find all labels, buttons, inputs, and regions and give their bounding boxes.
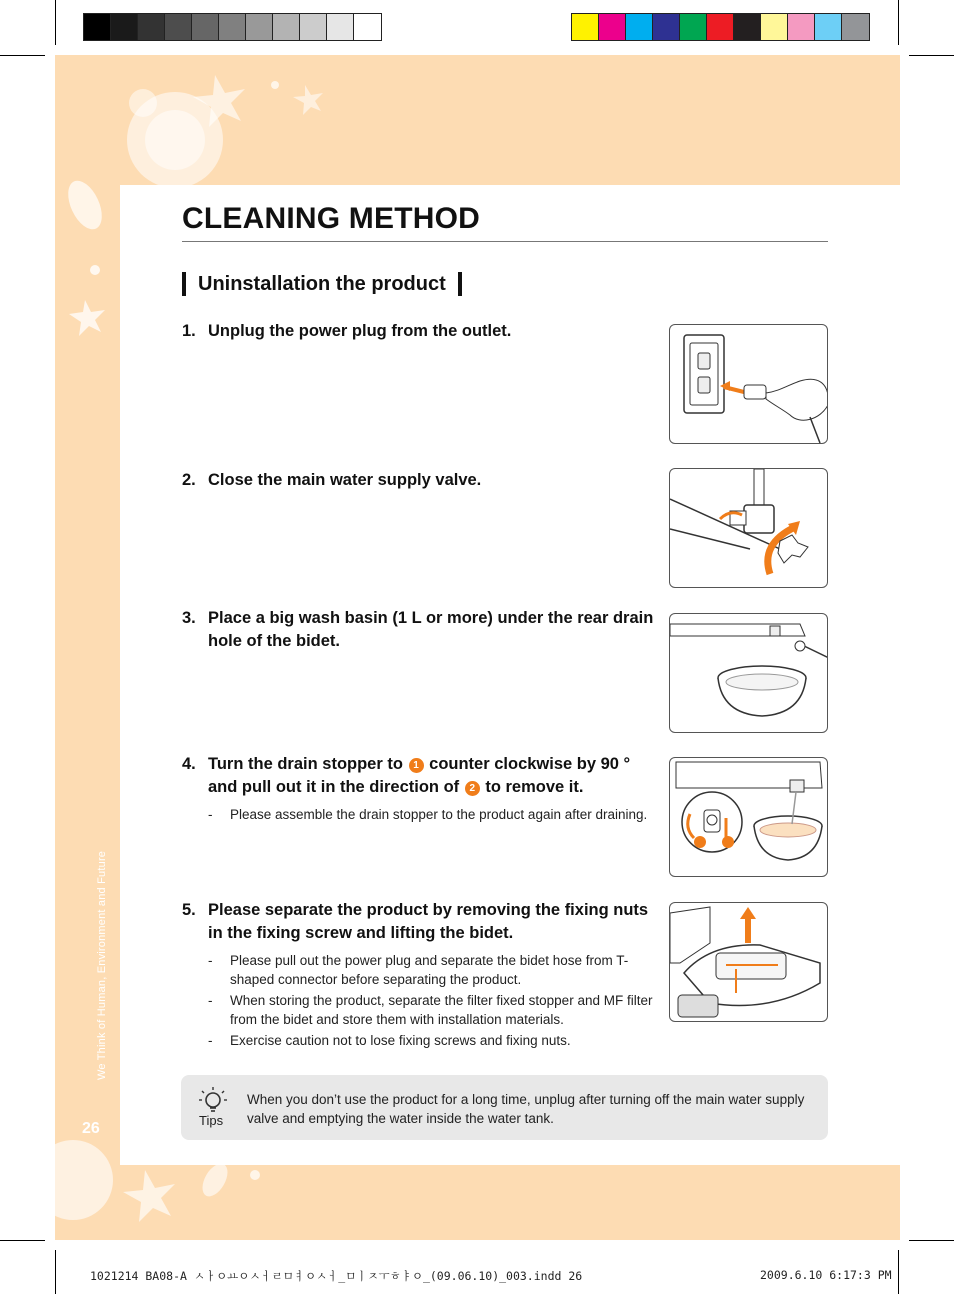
crop-mark	[0, 55, 45, 56]
step-number: 3.	[182, 609, 196, 627]
heading-bar-right	[458, 272, 462, 296]
color-swatch	[273, 14, 300, 40]
step-number: 1.	[182, 322, 196, 340]
crop-mark	[55, 1250, 56, 1294]
note-dash: -	[208, 993, 213, 1008]
color-swatch	[599, 14, 626, 40]
color-swatch	[138, 14, 165, 40]
color-swatch	[300, 14, 327, 40]
page-number: 26	[82, 1120, 100, 1137]
color-swatch	[572, 14, 599, 40]
color-swatch	[707, 14, 734, 40]
color-swatch	[165, 14, 192, 40]
step-4	[182, 753, 657, 826]
step-text	[208, 753, 657, 799]
step-number: 5.	[182, 901, 196, 919]
step-text: Place a big wash basin (1 L or more) under the rear drain hole of the bidet.	[208, 609, 654, 650]
step-text: Please separate the product by removing the fixing nuts in the fixing screw and lifting the bidet.	[208, 901, 649, 942]
step-text-part: Turn the drain stopper to	[208, 755, 403, 773]
section-heading-text: Uninstallation the product	[198, 272, 446, 295]
page-title: CLEANING METHOD	[182, 202, 480, 235]
step-note	[208, 805, 657, 824]
step-text-part: to remove it.	[485, 778, 584, 796]
crop-mark	[909, 1240, 954, 1241]
color-swatch	[219, 14, 246, 40]
drain-stopper-illustration	[669, 757, 828, 877]
flower-decoration-icon	[55, 1140, 315, 1240]
step-1	[182, 320, 657, 343]
step-number: 4.	[182, 755, 196, 773]
water-valve-illustration	[669, 468, 828, 588]
color-swatch	[842, 14, 869, 40]
note-text: Exercise caution not to lose fixing screws and fixing nuts.	[230, 1033, 571, 1048]
wash-basin-illustration	[669, 613, 828, 733]
heading-bar-left	[182, 272, 186, 296]
note-text: Please pull out the power plug and separate the bidet hose from T-shaped connector before separating the product.	[230, 953, 629, 987]
step-text: Close the main water supply valve.	[208, 471, 482, 489]
color-swatch	[111, 14, 138, 40]
unplug-illustration	[669, 324, 828, 444]
step-number: 2.	[182, 471, 196, 489]
color-swatch	[626, 14, 653, 40]
note-dash: -	[208, 807, 213, 822]
color-swatch	[761, 14, 788, 40]
step-2	[182, 469, 657, 492]
note-text: Please assemble the drain stopper to the product again after draining.	[230, 807, 648, 822]
crop-mark	[909, 55, 954, 56]
note-dash: -	[208, 1033, 213, 1048]
color-calibration-bar	[571, 13, 870, 41]
crop-mark	[898, 1250, 899, 1294]
tips-text: When you don’t use the product for a long time, unplug after turning off the main water supply valve and emptying the water inside the water tank.	[247, 1092, 805, 1126]
color-swatch	[354, 14, 381, 40]
grayscale-calibration-bar	[83, 13, 382, 41]
color-swatch	[246, 14, 273, 40]
file-timestamp: 2009.6.10 6:17:3 PM	[760, 1268, 892, 1282]
crop-mark	[55, 0, 56, 45]
crop-mark	[898, 0, 899, 45]
step-5	[182, 899, 657, 1052]
step-note	[208, 1031, 657, 1050]
color-swatch	[192, 14, 219, 40]
tips-box	[181, 1075, 828, 1140]
step-3	[182, 607, 657, 653]
direction-marker-1: 1	[409, 758, 424, 773]
file-slug: 1021214 BA08-A ㅅㅏㅇㅛㅇㅅㅓㄹㅁㅕㅇㅅㅓ_ㅁㅣㅈㅜㅎㅑㅇ_(09.06.10)_003.indd 26	[90, 1269, 583, 1283]
leaf-decoration-icon	[55, 160, 125, 360]
step-note	[208, 991, 657, 1029]
step-note	[208, 951, 657, 989]
tips-label: Tips	[199, 1113, 224, 1128]
color-swatch	[327, 14, 354, 40]
bidet-removal-illustration	[669, 902, 828, 1022]
step-text: Unplug the power plug from the outlet.	[208, 322, 512, 340]
color-swatch	[84, 14, 111, 40]
crop-mark	[0, 1240, 45, 1241]
side-slogan: We Think of Human, Environment and Future	[96, 850, 108, 1080]
direction-marker-2: 2	[465, 781, 480, 796]
color-swatch	[788, 14, 815, 40]
section-heading	[182, 271, 462, 297]
color-swatch	[734, 14, 761, 40]
title-divider	[182, 241, 828, 242]
note-text: When storing the product, separate the filter fixed stopper and MF filter from the bidet and store them with installation materials.	[230, 993, 653, 1027]
color-swatch	[680, 14, 707, 40]
note-dash: -	[208, 953, 213, 968]
color-swatch	[815, 14, 842, 40]
step-text-part: counter clockwise by 90 ° and pull out it in the direction of	[208, 755, 631, 796]
color-swatch	[653, 14, 680, 40]
